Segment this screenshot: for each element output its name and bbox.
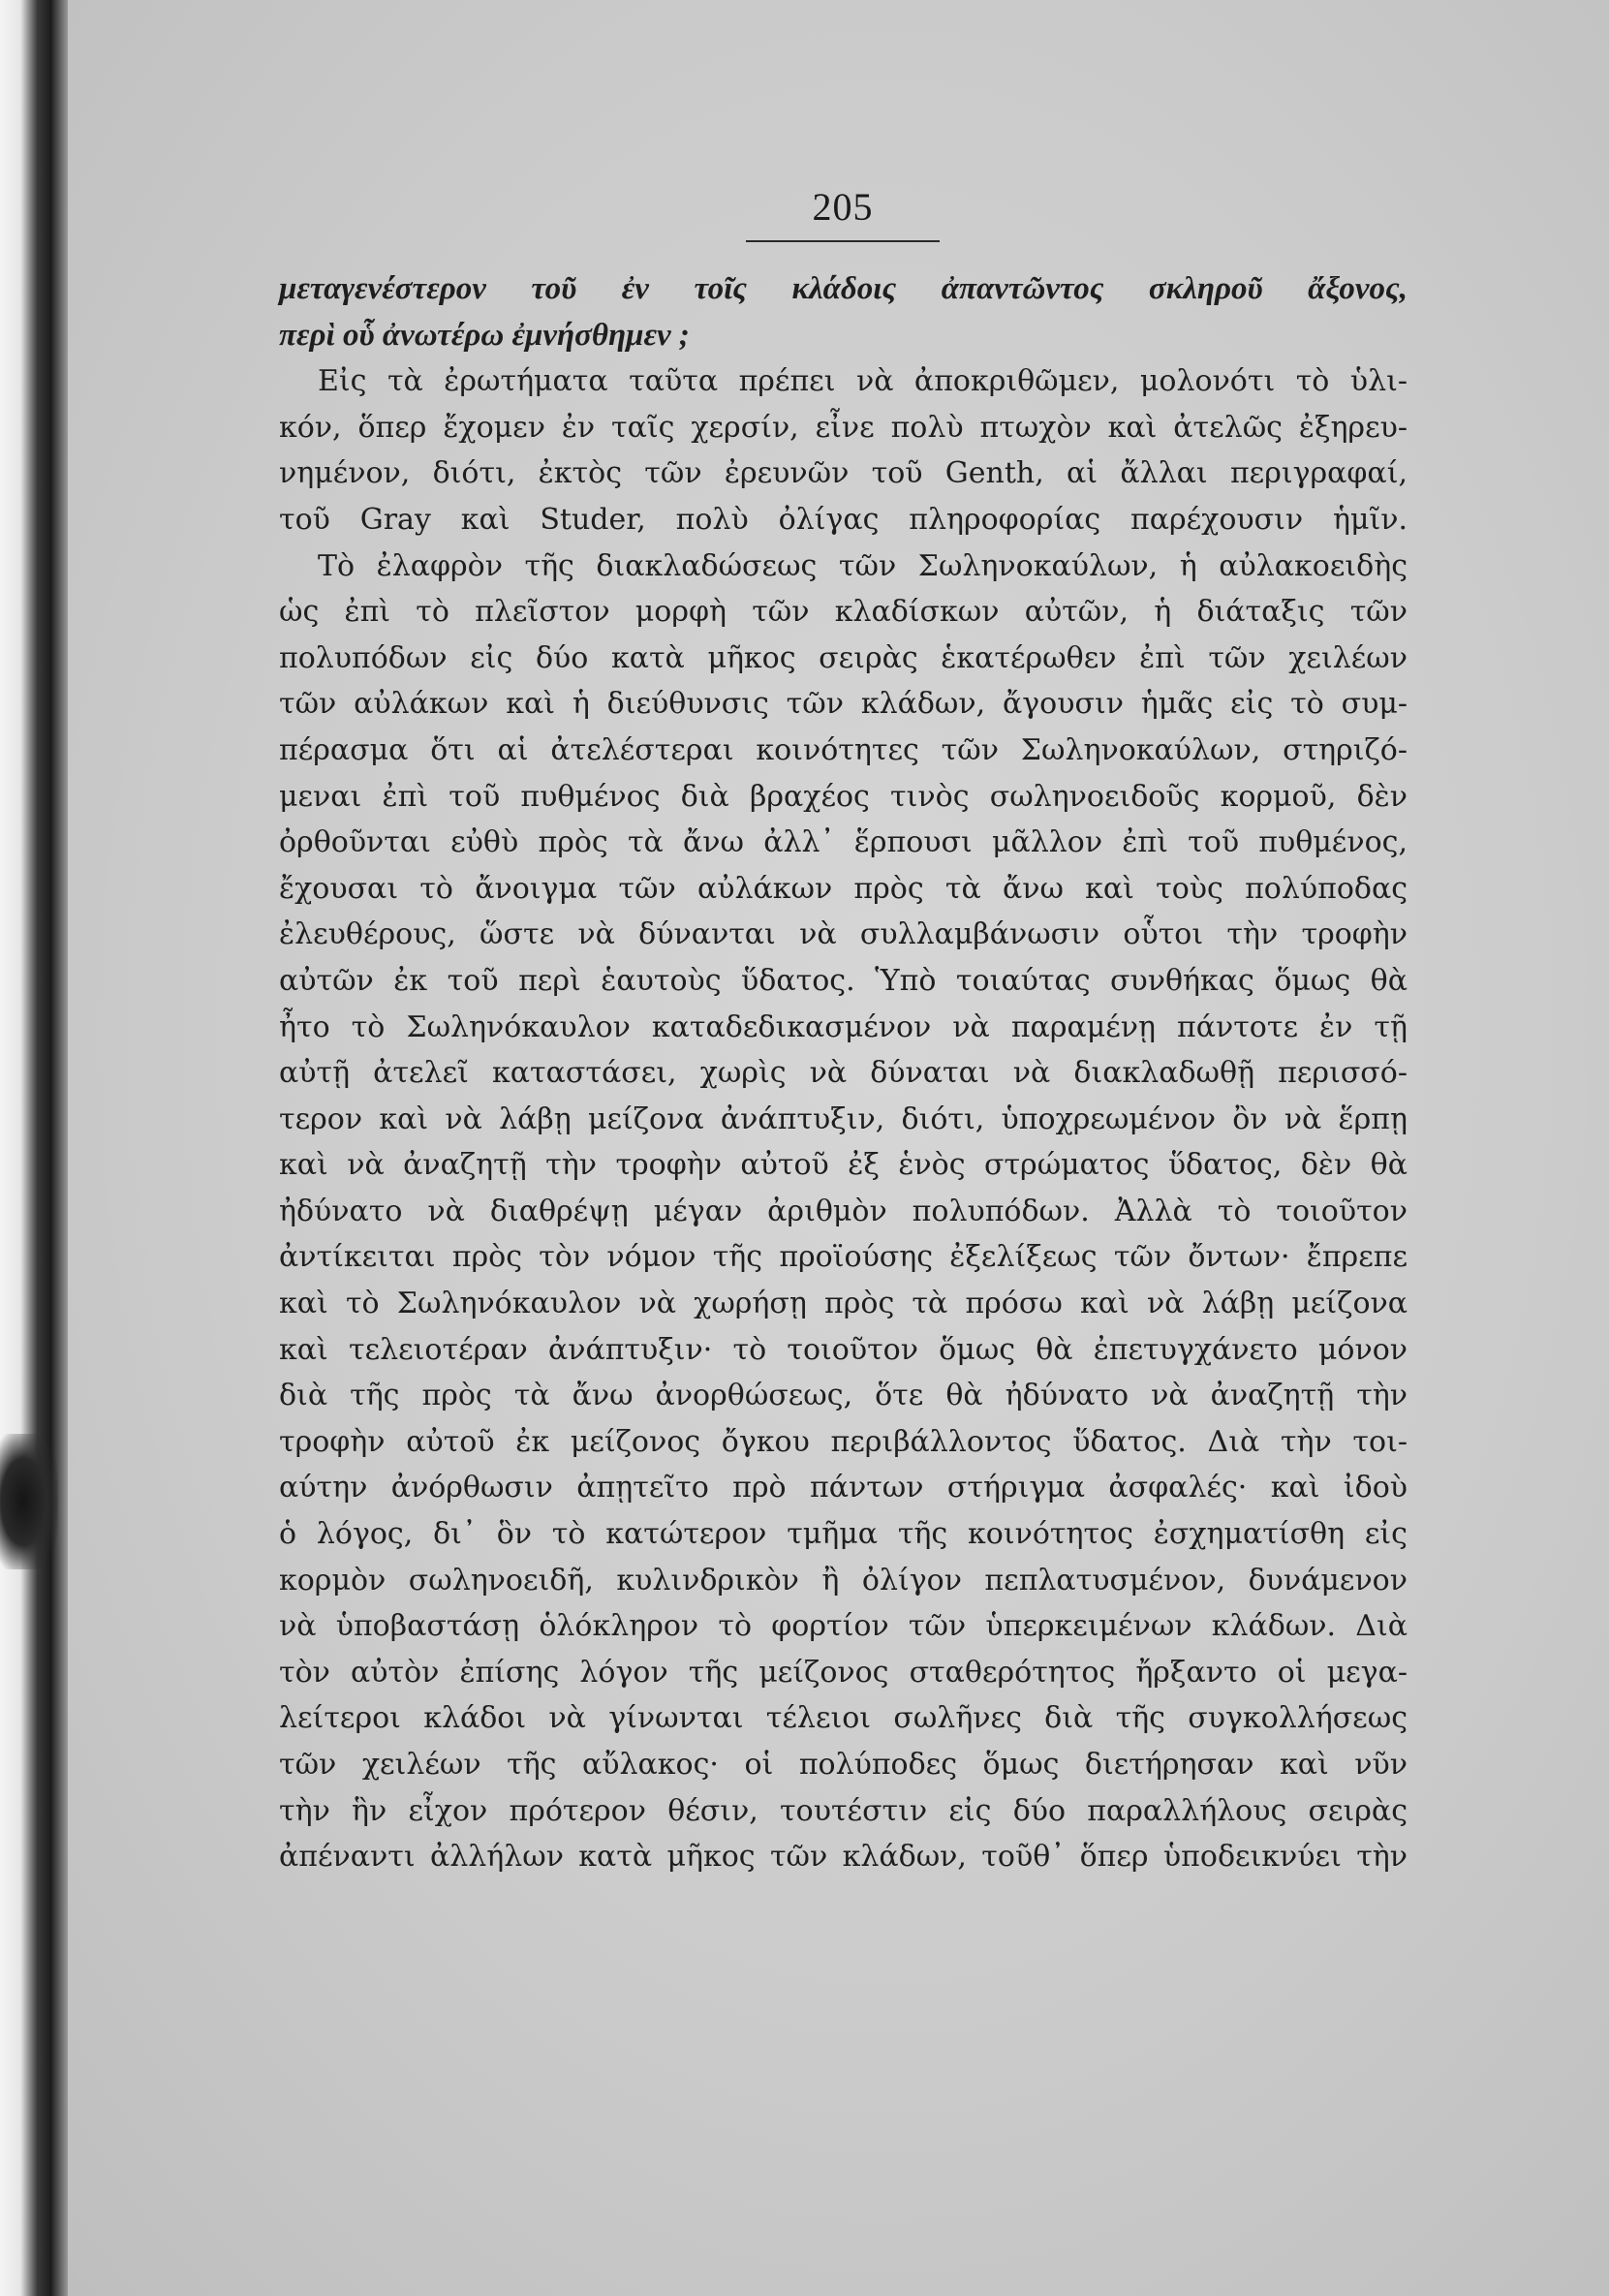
text-line: κόν, ὅπερ ἔχομεν ἐν ταῖς χερσίν, εἶνε πολὺ πτωχὸν καὶ ἀτελῶς ἐξηρευ-	[279, 410, 1408, 445]
text-line: αὐτῶν ἐκ τοῦ περὶ ἑαυτοὺς ὕδατος. Ὑπὸ τοιαύτας συνθήκας ὅμως θὰ	[279, 963, 1408, 998]
text-line: αὐτῇ ἀτελεῖ καταστάσει, χωρὶς νὰ δύναται νὰ διακλαδωθῇ περισσό-	[279, 1056, 1408, 1091]
header-rule	[746, 240, 940, 242]
text-line: κορμὸν σωληνοειδῆ, κυλινδρικὸν ἢ ὀλίγον πεπλατυσμένον, δυνάμενον	[279, 1563, 1408, 1598]
text-line: περὶ οὗ ἀνωτέρω ἐμνήσθημεν ;	[279, 317, 690, 353]
text-line: ἐλευθέρους, ὥστε νὰ δύνανται νὰ συλλαμβάνωσιν οὗτοι τὴν τροφὴν	[279, 917, 1408, 952]
text-line: ἦτο τὸ Σωληνόκαυλον καταδεδικασμένον νὰ παραμένῃ πάντοτε ἐν τῇ	[279, 1009, 1408, 1044]
text-line: τροφὴν αὐτοῦ ἐκ μείζονος ὄγκου περιβάλλοντος ὕδατος. Διὰ τὴν τοι-	[279, 1424, 1408, 1459]
page-number: 205	[812, 185, 874, 229]
text-line: τοῦ Gray καὶ Studer, πολὺ ὀλίγας πληροφορίας παρέχουσιν ἡμῖν.	[279, 502, 1408, 537]
text-line: μεναι ἐπὶ τοῦ πυθμένος διὰ βραχέος τινὸς σωληνοειδοῦς κορμοῦ, δὲν	[279, 779, 1408, 814]
text-line: ἔχουσαι τὸ ἄνοιγμα τῶν αὐλάκων πρὸς τὰ ἄνω καὶ τοὺς πολύποδας	[279, 871, 1408, 906]
text-line: πέρασμα ὅτι αἱ ἀτελέστεραι κοινότητες τῶν Σωληνοκαύλων, στηριζό-	[279, 732, 1408, 767]
text-line: καὶ νὰ ἀναζητῇ τὴν τροφὴν αὐτοῦ ἐξ ἑνὸς στρώματος ὕδατος, δὲν θὰ	[279, 1148, 1408, 1183]
text-line: νημένον, διότι, ἐκτὸς τῶν ἐρευνῶν τοῦ Genth, αἱ ἄλλαι περιγραφαί,	[279, 456, 1408, 491]
text-line: μεταγενέστερον τοῦ ἐν τοῖς κλάδοις ἀπαντῶντος σκληροῦ ἄξονος,	[279, 271, 1408, 306]
text-line: τὸν αὐτὸν ἐπίσης λόγον τῆς μείζονος σταθερότητος ἤρξαντο οἱ μεγα-	[279, 1655, 1408, 1690]
text-line: λείτεροι κλάδοι νὰ γίνωνται τέλειοι σωλῆνες διὰ τῆς συγκολλήσεως	[279, 1701, 1408, 1736]
text-line: ὡς ἐπὶ τὸ πλεῖστον μορφὴ τῶν κλαδίσκων αὐτῶν, ἡ διάταξις τῶν	[279, 595, 1408, 630]
text-line: ἀπέναντι ἀλλήλων κατὰ μῆκος τῶν κλάδων, τοῦθ᾽ ὅπερ ὑποδεικνύει τὴν	[279, 1840, 1408, 1875]
text-line: τῶν αὐλάκων καὶ ἡ διεύθυνσις τῶν κλάδων, ἄγουσιν ἡμᾶς εἰς τὸ συμ-	[279, 687, 1408, 722]
text-line: πολυπόδων εἰς δύο κατὰ μῆκος σειρὰς ἑκατέρωθεν ἐπὶ τῶν χειλέων	[279, 640, 1408, 675]
text-line: Τὸ ἐλαφρὸν τῆς διακλαδώσεως τῶν Σωληνοκαύλων, ἡ αὐλακοειδὴς	[318, 548, 1408, 583]
text-line: τερον καὶ νὰ λάβῃ μείζονα ἀνάπτυξιν, διότι, ὑποχρεωμένον ὂν νὰ ἕρπῃ	[279, 1101, 1408, 1136]
text-line: καὶ τελειοτέραν ἀνάπτυξιν· τὸ τοιοῦτον ὅμως θὰ ἐπετυγχάνετο μόνον	[279, 1332, 1408, 1367]
text-line: διὰ τῆς πρὸς τὰ ἄνω ἀνορθώσεως, ὅτε θὰ ἠδύνατο νὰ ἀναζητῇ τὴν	[279, 1379, 1408, 1413]
text-line: τὴν ἣν εἶχον πρότερον θέσιν, τουτέστιν εἰς δύο παραλλήλους σειρὰς	[279, 1793, 1408, 1828]
text-line: Εἰς τὰ ἐρωτήματα ταῦτα πρέπει νὰ ἀποκριθῶμεν, μολονότι τὸ ὑλι-	[318, 364, 1408, 399]
text-line: ὁ λόγος, δι᾽ ὃν τὸ κατώτερον τμῆμα τῆς κοινότητος ἐσχηματίσθη εἰς	[279, 1517, 1408, 1552]
book-spine-shadow	[0, 0, 68, 2296]
text-line: αύτην ἀνόρθωσιν ἀπῃτεῖτο πρὸ πάντων στήριγμα ἀσφαλές· καὶ ἰδοὺ	[279, 1471, 1408, 1505]
ink-blot	[0, 1434, 58, 1569]
text-line: καὶ τὸ Σωληνόκαυλον νὰ χωρήσῃ πρὸς τὰ πρόσω καὶ νὰ λάβῃ μείζονα	[279, 1287, 1408, 1321]
text-line: ἠδύνατο νὰ διαθρέψῃ μέγαν ἀριθμὸν πολυπόδων. Ἀλλὰ τὸ τοιοῦτον	[279, 1194, 1408, 1228]
body-text	[279, 266, 1408, 1880]
text-line: τῶν χειλέων τῆς αὔλακος· οἱ πολύποδες ὅμως διετήρησαν καὶ νῦν	[279, 1748, 1408, 1782]
text-line: νὰ ὑποβαστάσῃ ὁλόκληρον τὸ φορτίον τῶν ὑπερκειμένων κλάδων. Διὰ	[279, 1609, 1408, 1644]
text-line: ὀρθοῦνται εὐθὺ πρὸς τὰ ἄνω ἀλλ᾽ ἕρπουσι μᾶλλον ἐπὶ τοῦ πυθμένος,	[279, 825, 1408, 860]
text-line: ἀντίκειται πρὸς τὸν νόμον τῆς προϊούσης ἐξελίξεως τῶν ὄντων· ἔπρεπε	[279, 1240, 1408, 1275]
